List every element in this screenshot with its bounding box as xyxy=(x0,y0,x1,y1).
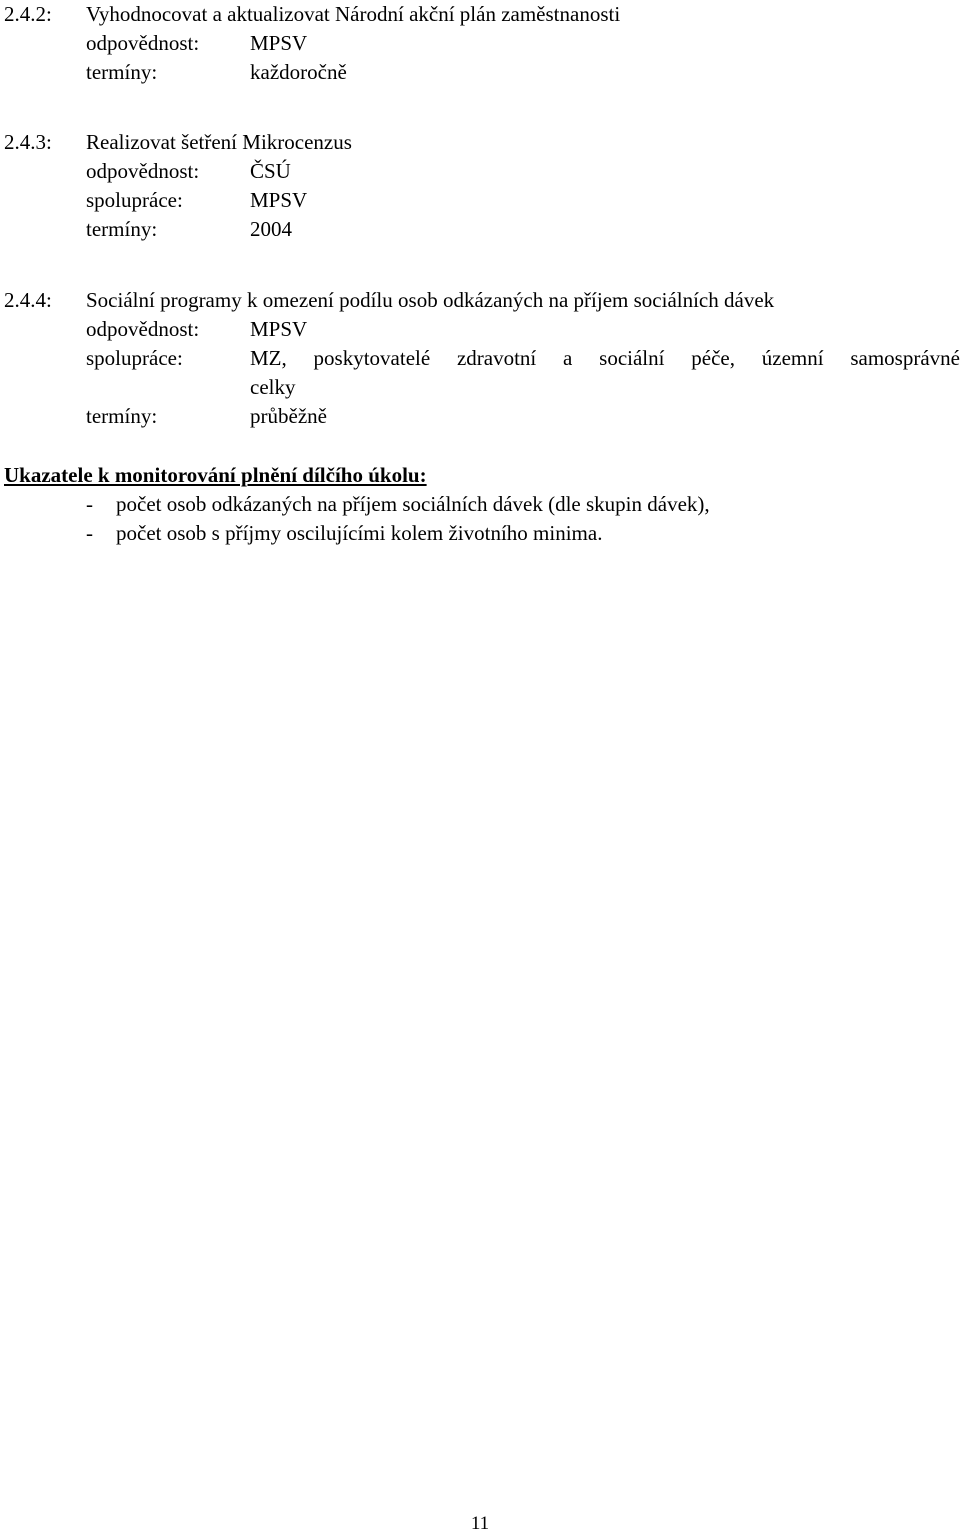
field-value: MPSV xyxy=(250,188,308,212)
field-value: MPSV xyxy=(250,31,308,55)
field-value: ČSÚ xyxy=(250,159,291,183)
page-number: 11 xyxy=(470,1513,490,1534)
task-title: Vyhodnocovat a aktualizovat Národní akční plán zaměstnanosti xyxy=(86,2,621,26)
task-number: 2.4.4: xyxy=(4,288,52,312)
field-label: spolupráce: xyxy=(86,188,183,212)
field-label: odpovědnost: xyxy=(86,317,200,341)
field-value: každoročně xyxy=(250,60,347,84)
field-value-continuation: celky xyxy=(250,375,296,399)
task-title: Realizovat šetření Mikrocenzus xyxy=(86,130,352,154)
field-value: 2004 xyxy=(250,217,292,241)
list-dash: - xyxy=(86,521,93,545)
list-item: počet osob odkázaných na příjem sociálních dávek (dle skupin dávek), xyxy=(116,492,710,516)
indicators-heading: Ukazatele k monitorování plnění dílčího úkolu: xyxy=(4,463,427,487)
field-label: odpovědnost: xyxy=(86,159,200,183)
list-dash: - xyxy=(86,492,93,516)
field-label: termíny: xyxy=(86,60,158,84)
field-label: termíny: xyxy=(86,404,158,428)
field-label: spolupráce: xyxy=(86,346,183,370)
field-value: MPSV xyxy=(250,317,308,341)
task-title: Sociální programy k omezení podílu osob odkázaných na příjem sociálních dávek xyxy=(86,288,775,312)
task-number: 2.4.2: xyxy=(4,2,52,26)
task-number: 2.4.3: xyxy=(4,130,52,154)
field-value: MZ, poskytovatelé zdravotní a sociální péče, územní samosprávné xyxy=(250,346,960,370)
list-item: počet osob s příjmy oscilujícími kolem životního minima. xyxy=(116,521,603,545)
field-label: odpovědnost: xyxy=(86,31,200,55)
field-label: termíny: xyxy=(86,217,158,241)
field-value: průběžně xyxy=(250,404,327,428)
